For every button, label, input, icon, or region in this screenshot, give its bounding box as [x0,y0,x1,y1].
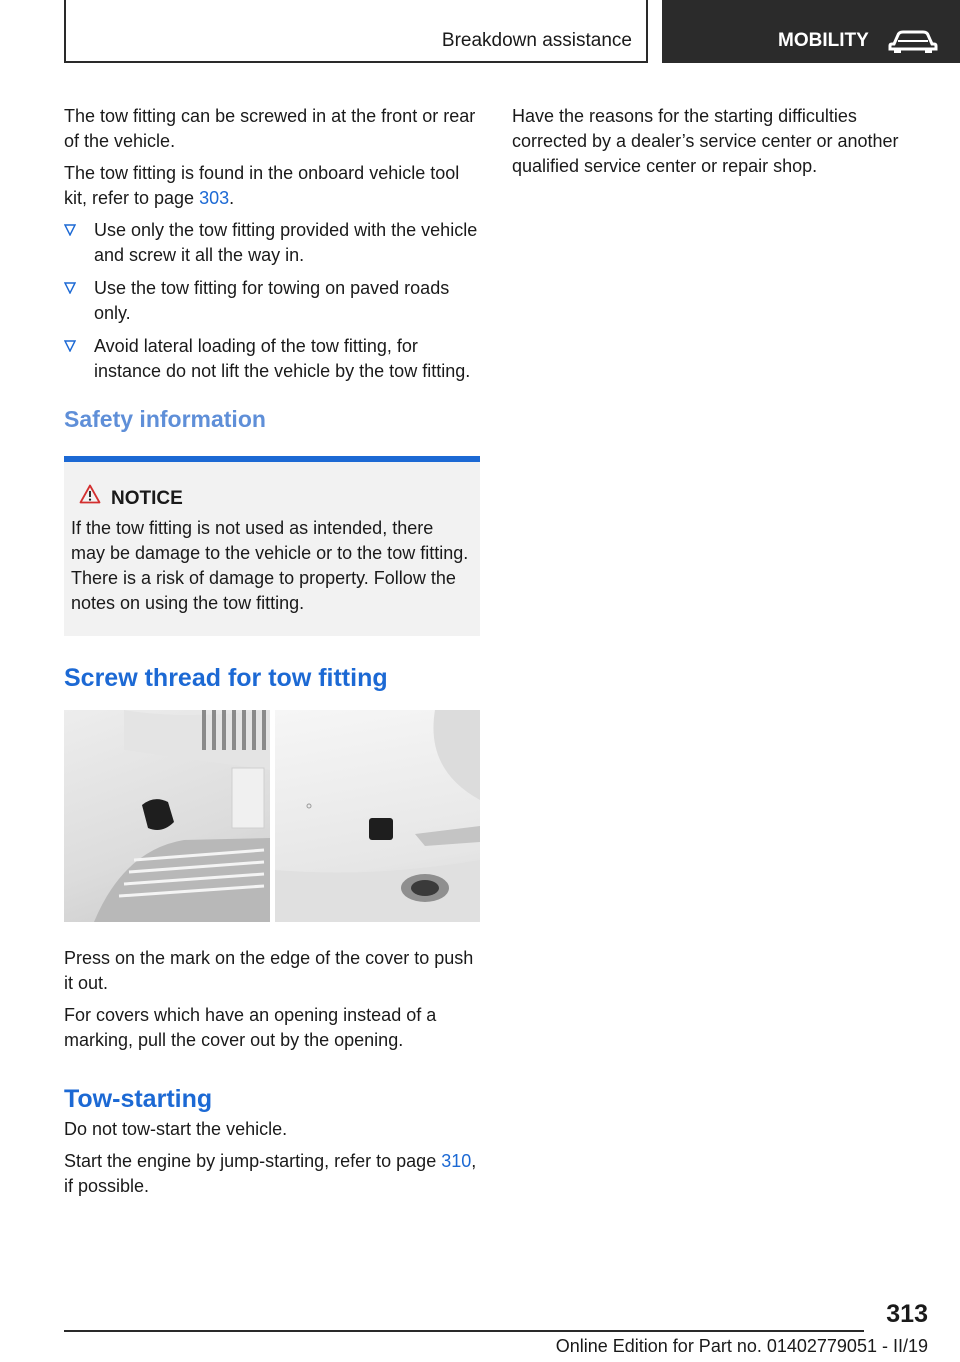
page-link-303[interactable]: 303 [199,188,230,208]
triangle-bullet-icon [64,340,76,352]
tow-fitting-cover-figure [64,710,480,922]
list-item [64,276,480,326]
list-item-text: Use the tow fitting for towing on paved roads only. [94,278,450,323]
paragraph-no-tow-start: Do not tow-start the vehicle. [64,1119,288,1139]
paragraph-jump-start-end: , if possible. [64,1151,477,1196]
screw-thread-heading: Screw thread for tow fitting [64,664,388,692]
left-column [64,104,480,1206]
paragraph-jump-start-text: Start the engine by jump-starting, refer to page [64,1151,442,1171]
front-bumper-illustration [64,710,270,922]
paragraph-tool-kit-text: The tow fitting is found in the onboard vehicle tool kit, refer to page [64,163,460,208]
paragraph-covers-opening: For covers which have an opening instead of a marking, pull the cover out by the opening. [64,1005,437,1050]
list-item [64,218,480,268]
page-link-310[interactable]: 310 [441,1151,472,1171]
paragraph-press-mark: Press on the mark on the edge of the cover to push it out. [64,948,474,993]
header-section-box [64,0,648,63]
header-section-title: Breakdown assistance [441,30,632,51]
car-icon [888,28,938,54]
warning-triangle-icon [79,484,101,504]
right-column [512,104,922,186]
tow-starting-heading: Tow-starting [64,1085,213,1113]
notice-title-text: NOTICE [111,488,183,509]
front-bumper-photo [64,710,270,922]
paragraph-starting-difficulties: Have the reasons for the starting difficulties corrected by a dealer’s service center or another qualified service center or repair shop. [512,106,899,176]
notice-box [64,456,480,636]
footer-divider [64,1330,864,1332]
header-chapter-box [662,0,960,63]
rear-bumper-photo [275,710,481,922]
paragraph-tow-fitting-location: The tow fitting can be screwed in at the front or rear of the vehicle. [64,106,476,151]
triangle-bullet-icon [64,282,76,294]
list-item-text: Avoid lateral loading of the tow fitting, for instance do not lift the vehicle by the tow fitting. [94,336,471,381]
paragraph-tool-kit-end: . [229,188,235,208]
paragraph-tool-kit [64,161,480,211]
safety-information-heading: Safety information [64,406,266,432]
rear-bumper-illustration [275,710,480,922]
footer-edition: Online Edition for Part no. 01402779051 - II/19 [555,1336,928,1356]
notice-title [71,486,472,511]
list-item [64,334,480,384]
page-number: 313 [886,1300,928,1328]
list-item-text: Use only the tow fitting provided with the vehicle and screw it all the way in. [94,220,478,265]
notice-text: If the tow fitting is not used as intended, there may be damage to the vehicle or to the tow fitting. There is a risk of damage to property. Follow the notes on using the tow fitting. [71,518,469,613]
header-chapter-title: MOBILITY [778,30,869,51]
triangle-bullet-icon [64,224,76,236]
tow-fitting-bullet-list [64,218,480,384]
paragraph-jump-start [64,1149,480,1199]
